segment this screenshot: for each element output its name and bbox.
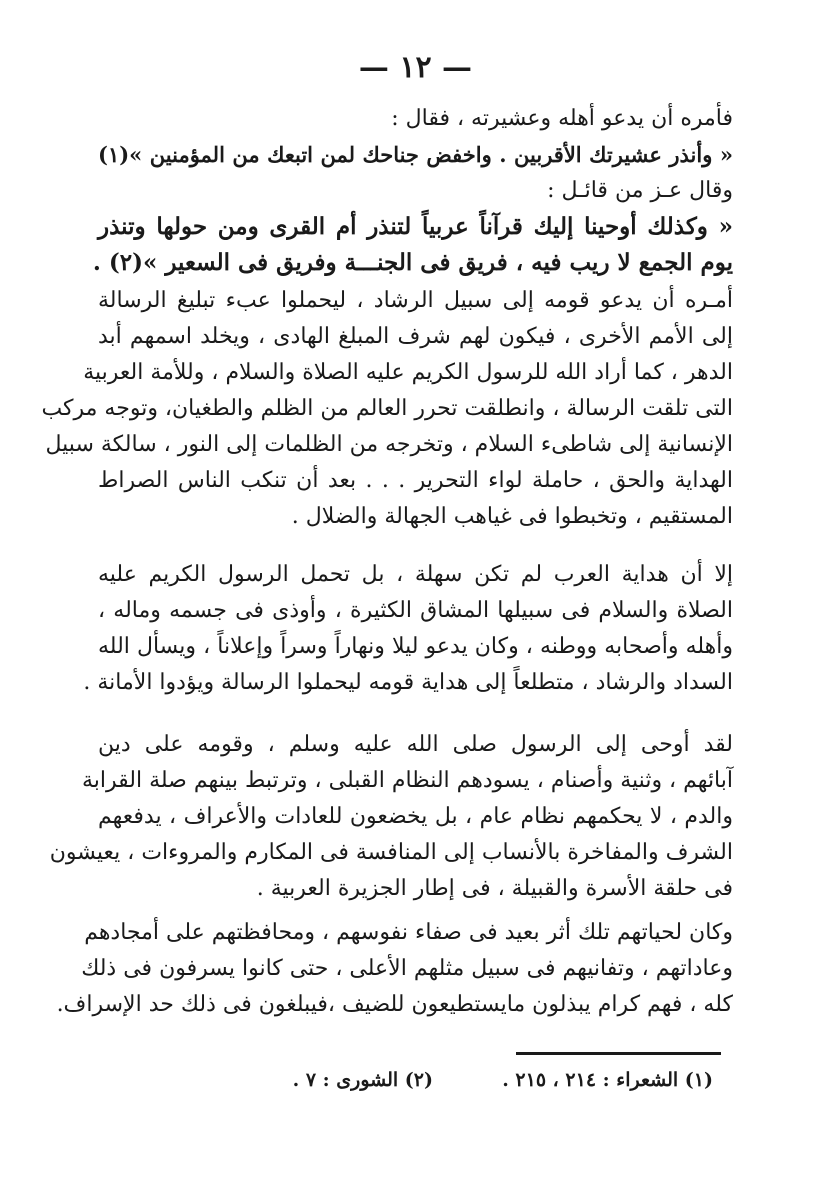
footnote-2: (٢) الشورى : ٧ .	[292, 1069, 433, 1091]
quote-line: « وكذلك أوحينا إليك قرآناً عربياً لتنذر أم القرى ومن حولها وتنذر	[98, 213, 733, 240]
footnote-divider	[516, 1052, 721, 1055]
text-line: التى تلقت الرسالة ، وانطلقت تحرر العالم من الظلم والطغيان، وتوجه مركب	[41, 396, 733, 421]
page-number: — ١٢ —	[358, 50, 473, 85]
text-line: لقد أوحى إلى الرسول صلى الله عليه وسلم ، وقومه على دين	[98, 732, 733, 757]
text-line: أمـره أن يدعو قومه إلى سبيل الرشاد ، ليحملوا عبء تبليغ الرسالة	[98, 288, 733, 313]
text-line: الهداية والحق ، حاملة لواء التحرير . . . بعد أن تنكب الناس الصراط	[98, 468, 733, 493]
text-line: الشرف والمفاخرة بالأنساب إلى المنافسة فى المكارم والمروءات ، يعيشون	[49, 840, 733, 865]
text-line: السداد والرشاد ، متطلعاً إلى هداية قومه ليحملوا الرسالة ويؤدوا الأمانة .	[83, 670, 733, 695]
text-line: والدم ، لا يحكمهم نظام عام ، بل يخضعون للعادات والأعراف ، يدفعهم	[98, 804, 733, 829]
text-line: وقال عـز من قائـل :	[547, 178, 733, 203]
text-line: وعاداتهم ، وتفانيهم فى سبيل مثلهم الأعلى ، حتى كانوا يسرفون فى ذلك	[81, 956, 733, 981]
text-line: الإنسانية إلى شاطىء السلام ، وتخرجه من الظلمات إلى النور ، سالكة سبيل	[45, 432, 733, 457]
text-line: إلى الأمم الأخرى ، فيكون لهم شرف المبلغ الهادى ، ويخلد اسمهم أبد	[98, 324, 733, 349]
text-line: آبائهم ، وثنية وأصنام ، يسودهم النظام القبلى ، وترتبط بينهم صلة القرابة	[81, 768, 733, 793]
text-line: فأمره أن يدعو أهله وعشيرته ، فقال :	[391, 106, 733, 131]
footnote-1: (١) الشعراء : ٢١٤ ، ٢١٥ .	[502, 1069, 713, 1091]
text-line: إلا أن هداية العرب لم تكن سهلة ، بل تحمل الرسول الكريم عليه	[98, 562, 733, 587]
text-line: فى حلقة الأسرة والقبيلة ، فى إطار الجزيرة العربية .	[256, 876, 733, 901]
text-line: الدهر ، كما أراد الله للرسول الكريم عليه الصلاة والسلام ، وللأمة العربية	[83, 360, 733, 385]
text-line: الصلاة والسلام فى سبيلها المشاق الكثيرة ، وأوذى فى جسمه وماله ،	[98, 598, 733, 623]
quote-line: يوم الجمع لا ريب فيه ، فريق فى الجنـــة وفريق فى السعير »(٢) .	[92, 249, 733, 276]
quote-line: « وأنذر عشيرتك الأقربين . واخفض جناحك لمن اتبعك من المؤمنين »(١)	[98, 142, 733, 167]
text-line: وأهله وأصحابه ووطنه ، وكان يدعو ليلا ونهاراً وسراً وإعلاناً ، ويسأل الله	[98, 634, 733, 659]
text-line: وكان لحياتهم تلك أثر بعيد فى صفاء نفوسهم ، ومحافظتهم على أمجادهم	[84, 920, 733, 945]
text-line: المستقيم ، وتخبطوا فى غياهب الجهالة والضلال .	[291, 504, 733, 529]
text-line: كله ، فهم كرام يبذلون مايستطيعون للضيف ،فيبلغون فى ذلك حد الإسراف.	[56, 992, 733, 1017]
